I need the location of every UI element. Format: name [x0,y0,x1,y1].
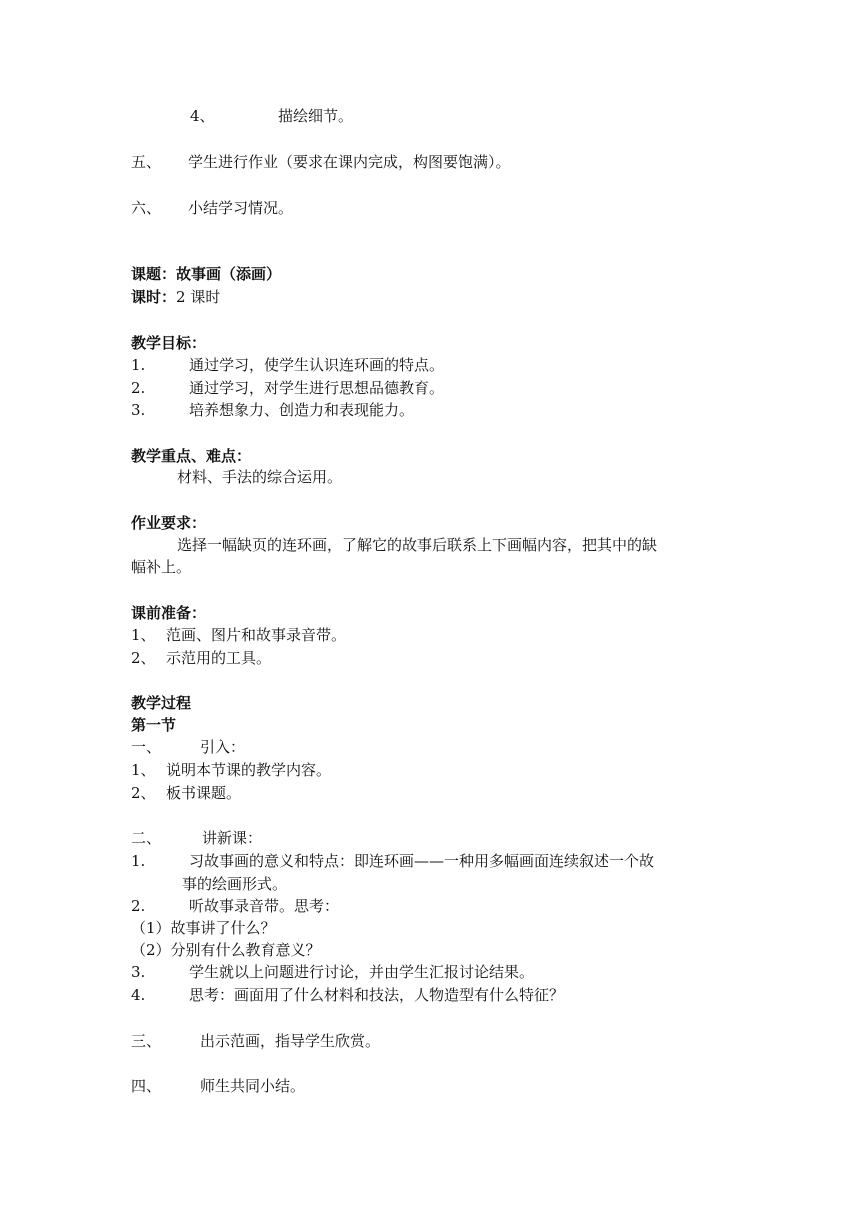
intro-item-number: 2、 [131,784,156,802]
new-lesson-number: 二、 [131,829,162,847]
new-lesson-item-text: 学生就以上问题进行讨论，并由学生汇报讨论结果。 [189,963,535,981]
prep-text: 范画、图片和故事录音带。 [166,626,347,644]
summary-number: 四、 [131,1077,162,1095]
step-4 [190,106,353,126]
new-lesson-item-number: 1. [131,852,146,870]
objective-item [131,355,444,375]
lesson-hours-label: 课时： [131,288,177,306]
step-five [131,152,511,172]
homework-heading: 作业要求： [131,514,207,532]
new-lesson-text: 讲新课： [202,829,263,847]
summary-step [131,1076,305,1096]
intro-item-number: 1、 [131,761,156,779]
objective-number: 1. [131,356,146,374]
intro-text: 引入： [200,738,246,756]
section-heading: 第一节 [131,716,177,734]
intro-item [131,760,331,780]
step-six-number: 六、 [131,199,162,217]
new-lesson-item-continuation: 事的绘画形式。 [182,875,288,893]
objective-item [131,378,444,398]
key-points-text: 材料、手法的综合运用。 [177,468,343,486]
objective-number: 2. [131,379,146,397]
objective-text: 通过学习，使学生认识连环画的特点。 [189,356,445,374]
lesson-title-label: 课题： [131,265,177,283]
intro-item-text: 板书课题。 [166,784,242,802]
new-lesson-step [131,828,262,848]
lesson-title-value: 故事画（添画） [176,265,282,283]
question-2: （2）分别有什么教育意义？ [131,941,321,959]
lesson-hours-value: 2 课时 [176,288,221,306]
show-step [131,1031,380,1051]
show-text: 出示范画，指导学生欣赏。 [200,1032,381,1050]
prep-item [131,648,271,668]
homework-line-2: 幅补上。 [131,558,192,576]
step-4-text: 描绘细节。 [278,107,354,125]
new-lesson-item [131,985,564,1005]
objective-text: 培养想象力、创造力和表现能力。 [189,401,415,419]
key-points-heading: 教学重点、难点： [131,447,252,465]
new-lesson-item [131,896,339,916]
objective-text: 通过学习，对学生进行思想品德教育。 [189,379,445,397]
homework-line-1: 选择一幅缺页的连环画，了解它的故事后联系上下画幅内容，把其中的缺 [177,536,658,554]
intro-item [131,783,241,803]
objectives-heading: 教学目标： [131,334,207,352]
new-lesson-item-number: 3. [131,963,146,981]
objective-number: 3. [131,401,146,419]
prep-text: 示范用的工具。 [166,649,272,667]
prep-item [131,625,346,645]
intro-number: 一、 [131,738,162,756]
prep-heading: 课前准备： [131,604,207,622]
new-lesson-item-text: 听故事录音带。思考： [189,897,340,915]
new-lesson-item-text: 思考：画面用了什么材料和技法，人物造型有什么特征？ [189,986,565,1004]
prep-number: 2、 [131,649,156,667]
new-lesson-item-number: 2. [131,897,146,915]
step-five-text: 学生进行作业（要求在课内完成，构图要饱满）。 [188,153,511,171]
prep-number: 1、 [131,626,156,644]
intro-step [131,737,245,757]
step-six [131,198,293,218]
lesson-title [131,264,281,284]
lesson-hours [131,287,220,307]
show-number: 三、 [131,1032,162,1050]
step-five-number: 五、 [131,153,162,171]
new-lesson-item-number: 4. [131,986,146,1004]
summary-text: 师生共同小结。 [200,1077,306,1095]
intro-item-text: 说明本节课的教学内容。 [166,761,332,779]
new-lesson-item [131,962,534,982]
question-1: （1）故事讲了什么？ [131,919,276,937]
process-heading: 教学过程 [131,694,192,712]
new-lesson-item-text: 习故事画的意义和特点：即连环画——一种用多幅画面连续叙述一个故 [189,852,655,870]
new-lesson-item [131,851,654,871]
step-4-number: 4、 [190,107,215,125]
step-six-text: 小结学习情况。 [188,199,294,217]
objective-item [131,400,414,420]
